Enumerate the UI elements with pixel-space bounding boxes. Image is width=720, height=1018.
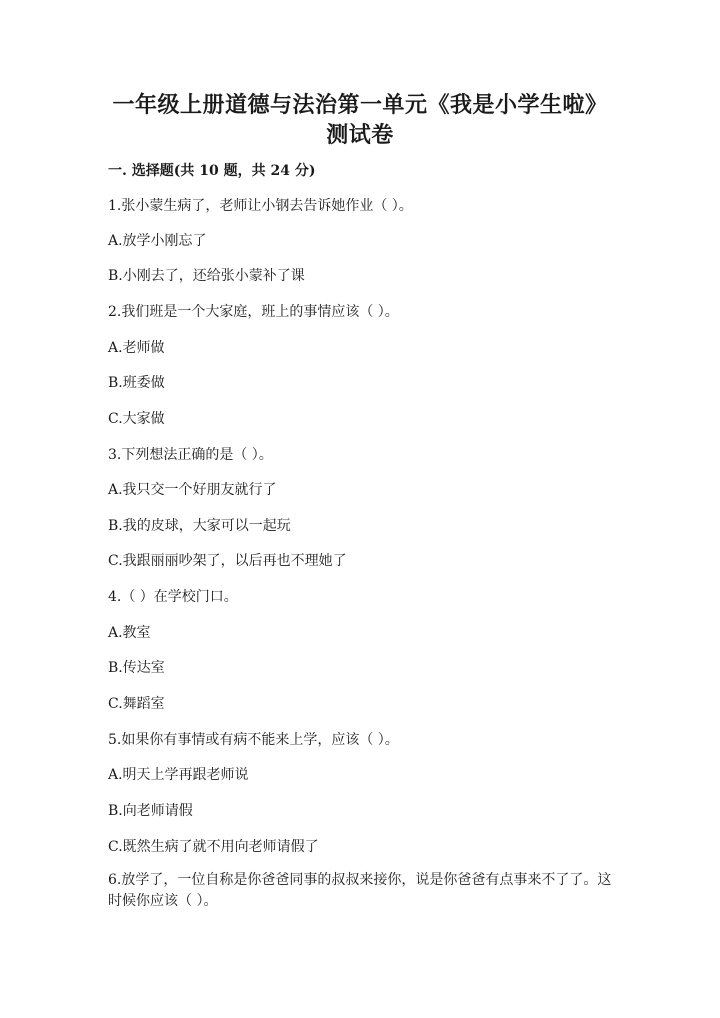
question-5-stem: 5.如果你有事情或有病不能来上学，应该（ ）。: [108, 732, 399, 748]
question-4-stem: 4.（ ）在学校门口。: [108, 589, 238, 605]
question-5-option-c: C.既然生病了就不用向老师请假了: [108, 839, 319, 855]
question-3-option-b: B.我的皮球，大家可以一起玩: [108, 518, 291, 534]
page-title: 一年级上册道德与法治第一单元《我是小学生啦》: [112, 92, 608, 118]
question-4-option-b: B.传达室: [108, 660, 165, 676]
page-subtitle: 测试卷: [326, 122, 394, 148]
question-4-option-c: C.舞蹈室: [108, 696, 165, 712]
question-3-option-c: C.我跟丽丽吵架了，以后再也不理她了: [108, 553, 347, 569]
question-6-stem: 6.放学了，一位自称是你爸爸同事的叔叔来接你，说是你爸爸有点事来不了了。这时候你应该（ ）。: [108, 872, 612, 909]
question-2-option-b: B.班委做: [108, 375, 165, 391]
question-2-stem: 2.我们班是一个大家庭，班上的事情应该（ ）。: [108, 304, 399, 320]
question-2-option-c: C.大家做: [108, 411, 165, 427]
section-heading: 一. 选择题(共 10 题，共 24 分): [108, 163, 316, 179]
question-1-stem: 1.张小蒙生病了，老师让小钢去告诉她作业（ ）。: [108, 198, 413, 214]
question-1-option-a: A.放学小刚忘了: [108, 233, 207, 249]
question-4-option-a: A.教室: [108, 625, 151, 641]
question-2-option-a: A.老师做: [108, 340, 165, 356]
question-5-option-a: A.明天上学再跟老师说: [108, 767, 249, 783]
question-1-option-b: B.小刚去了，还给张小蒙补了课: [108, 268, 305, 284]
question-3-stem: 3.下列想法正确的是（ ）。: [108, 447, 273, 463]
question-3-option-a: A.我只交一个好朋友就行了: [108, 482, 277, 498]
question-5-option-b: B.向老师请假: [108, 803, 193, 819]
